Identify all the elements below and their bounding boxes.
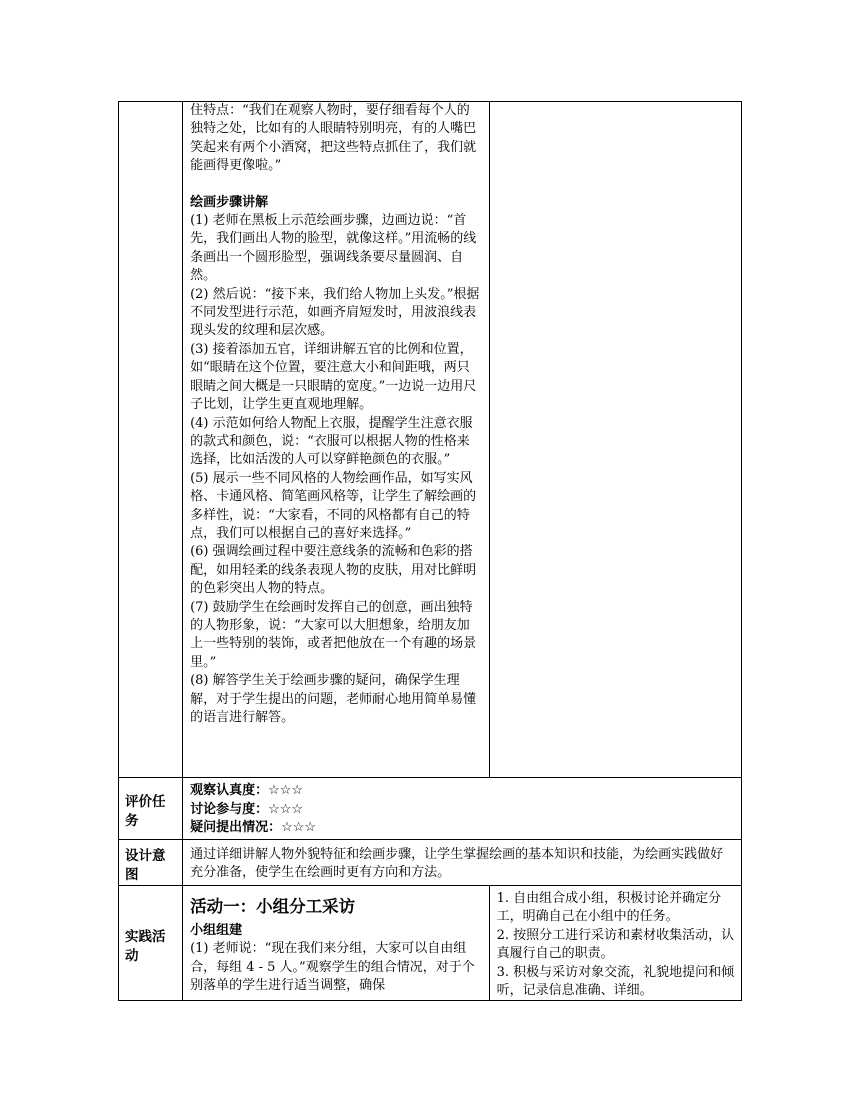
group-heading: 小组组建 (190, 923, 243, 938)
design-label: 设计意图 (119, 840, 183, 886)
evaluation-line: 讨论参与度：☆☆☆ (190, 801, 304, 817)
step-item: (5) 展示一些不同风格的人物绘画作品，如写实风格、卡通风格、简笔画风格等，让学生了解绘画的多样性，说：“大家看，不同的风格都有自己的特点，我们可以根据自己的喜好来选择。” (190, 470, 477, 541)
step-item: (1) 老师在黑板上示范绘画步骤，边画边说：“首先，我们画出人物的脸型，就像这样。”用流畅的线条画出一个圆形脸型，强调线条要尽量圆润、自然。 (190, 213, 477, 284)
steps-heading: 绘画步骤讲解 (190, 194, 269, 210)
step-item: (8) 解答学生关于绘画步骤的疑问，确保学生理解，对于学生提出的问题，老师耐心地用简单易懂的语言进行解答。 (190, 673, 477, 725)
steps-right-cell (489, 102, 741, 778)
rating-stars: ☆☆☆ (281, 820, 317, 836)
steps-row (119, 102, 742, 778)
practice-right-item: 2. 按照分工进行采访和素材收集活动，认真履行自己的职责。 (496, 927, 735, 962)
steps-content-cell (183, 102, 489, 778)
practice-row (119, 886, 742, 1001)
step-item: (3) 接着添加五官，详细讲解五官的比例和位置，如“眼睛在这个位置，要注意大小和间距哦，两只眼睛之间大概是一只眼睛的宽度。”一边说一边用尺子比划，让学生更直观地理解。 (190, 341, 477, 413)
practice-content (183, 886, 489, 1001)
step-item: (7) 鼓励学生在绘画时发挥自己的创意，画出独特的人物形象，说：“大家可以大胆想象，给朋友加上一些特别的装饰，或者把他放在一个有趣的场景里。” (190, 599, 477, 670)
design-row (119, 840, 742, 886)
practice-right-item: 1. 自由组合成小组，积极讨论并确定分工，明确自己在小组中的任务。 (496, 891, 722, 925)
practice-right-item: 3. 积极与采访对象交流，礼貌地提问和倾听，记录信息准确、详细。 (496, 964, 735, 999)
rating-stars: ☆☆☆ (268, 801, 304, 817)
lesson-plan-table (118, 101, 742, 1001)
evaluation-line: 观察认真度：☆☆☆ (190, 783, 304, 799)
step-item: (6) 强调绘画过程中要注意线条的流畅和色彩的搭配，如用轻柔的线条表现人物的皮肤，用对比鲜明的色彩突出人物的特点。 (190, 544, 477, 597)
intro-paragraph: 住特点：“我们在观察人物时，要仔细看每个人的独特之处，比如有的人眼睛特别明亮，有的人嘴巴笑起来有两个小酒窝，把这些特点抓住了，我们就能画得更像啦。” (190, 103, 477, 174)
steps-label-cell (119, 102, 183, 778)
practice-right-cell (489, 886, 741, 1001)
design-text: 通过详细讲解人物外貌特征和绘画步骤，让学生掌握绘画的基本知识和技能，为绘画实践做好充分准备，使学生在绘画时更有方向和方法。 (183, 840, 742, 886)
practice-label: 实践活动 (119, 886, 183, 1001)
step-item: (4) 示范如何给人物配上衣服，提醒学生注意衣服的款式和颜色，说：“衣服可以根据人物的性格来选择，比如活泼的人可以穿鲜艳颜色的衣服。” (190, 415, 473, 468)
evaluation-line: 疑问提出情况：☆☆☆ (190, 820, 317, 836)
practice-text: (1) 老师说：“现在我们来分组，大家可以自由组合，每组 4 - 5 人。”观察学生的组合情况，对于个别落单的学生进行适当调整，确保 (190, 941, 475, 994)
evaluation-label: 评价任务 (119, 778, 183, 840)
evaluation-row (119, 778, 742, 840)
activity-title: 活动一：小组分工采访 (190, 897, 356, 916)
rating-stars: ☆☆☆ (268, 783, 304, 799)
evaluation-content (183, 778, 742, 840)
step-item: (2) 然后说：“接下来，我们给人物加上头发。”根据不同发型进行示范，如画齐肩短发时，用波浪线表现头发的纹理和层次感。 (190, 286, 480, 339)
